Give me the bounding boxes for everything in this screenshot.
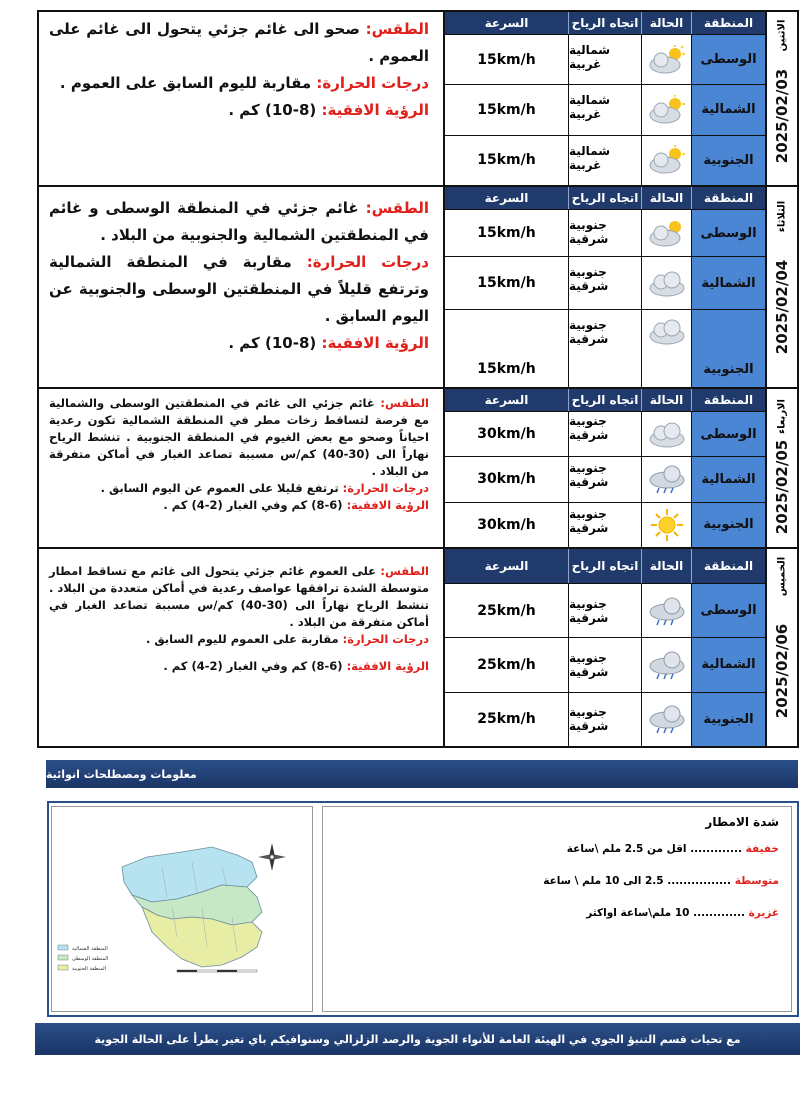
visibility-label: الرؤية الافقية: xyxy=(321,101,429,119)
medium-text: ................ 2.5 الى 10 ملم \ ساعة xyxy=(543,875,735,887)
header-state: الحالة xyxy=(641,187,691,209)
wind-speed: 25km/h xyxy=(477,602,536,619)
weather-text: غائم جزئي في المنطقة الوسطى و غائم في المنطقتين الشمالية والجنوبية من البلاد . xyxy=(49,199,429,244)
rain-icon xyxy=(641,693,691,746)
region-cell: الجنوبية xyxy=(691,693,765,746)
temp-text: مقاربة في المنطقة الشمالية وترتفع قليلاً في المنطقتين الوسطى والجنوبية عن اليوم السابق . xyxy=(49,253,429,325)
table-row xyxy=(445,411,765,456)
header-speed: السرعة xyxy=(484,559,529,573)
heavy-label: غزيرة xyxy=(748,907,779,919)
date-label: 2025/02/05 xyxy=(773,439,791,535)
temp-label: درجات الحرارة: xyxy=(306,253,429,271)
day-name: الاربعاء xyxy=(776,399,788,434)
day-name: الثلاثاء xyxy=(776,200,788,233)
date-column xyxy=(765,389,797,547)
grid-header xyxy=(445,549,765,583)
iraq-region-map xyxy=(51,806,313,1012)
wind-direction: شمالية غربية xyxy=(568,136,641,185)
cloudy-icon xyxy=(641,412,691,456)
wind-direction: شمالية غربية xyxy=(568,35,641,84)
severity-heavy xyxy=(335,907,779,919)
visibility-text: (6-8) كم وفي الغبار (2-4) كم . xyxy=(163,498,347,512)
wind-direction: جنوبية شرقية xyxy=(568,503,641,547)
wind-direction: جنوبية شرقية xyxy=(568,584,641,637)
wind-speed: 25km/h xyxy=(477,656,536,673)
rain-icon xyxy=(641,457,691,501)
legend-south: المنطقة الجنوبية xyxy=(72,966,107,972)
cloudy-icon xyxy=(641,257,691,309)
region-cell: الشمالية xyxy=(691,257,765,309)
date-column xyxy=(765,187,797,387)
header-speed: السرعة xyxy=(484,191,529,205)
wind-speed: 30km/h xyxy=(477,471,536,488)
temp-label: درجات الحرارة: xyxy=(342,481,429,495)
header-state: الحالة xyxy=(641,549,691,583)
partly-cloudy-icon xyxy=(641,85,691,134)
day-name: الاثنين xyxy=(776,19,788,52)
region-cell: الجنوبية xyxy=(691,310,765,387)
wind-direction: جنوبية شرقية xyxy=(568,693,641,746)
header-region: المنطقة xyxy=(691,389,765,411)
header-speed: السرعة xyxy=(484,393,529,407)
forecast-grid xyxy=(443,389,765,547)
day-description xyxy=(39,549,443,746)
forecast-grid xyxy=(443,12,765,185)
legend-central: المنطقة الوسطى xyxy=(72,956,109,962)
wind-direction: جنوبية شرقية xyxy=(568,310,641,387)
weather-text: على العموم غائم جزئي يتحول الى غائم مع تساقط امطار متوسطة الشدة ترافقها عواصف رعدية في أماكن متعددة من البلاد . تنشط الرياح نهاراً الى (30-40) كم/س مسببة تصاعد الغبار في أماكن متفرقة من البلاد . xyxy=(49,564,429,629)
visibility-text: (6-8) كم وفي الغبار (2-4) كم . xyxy=(163,659,347,673)
region-cell: الجنوبية xyxy=(691,503,765,547)
header-region: المنطقة xyxy=(691,12,765,34)
wind-speed: 15km/h xyxy=(477,152,536,169)
region-cell: الشمالية xyxy=(691,457,765,501)
forecast-day-1 xyxy=(37,10,799,187)
table-row xyxy=(445,309,765,387)
header-direction: اتجاه الرياح xyxy=(568,187,641,209)
forecast-grid xyxy=(443,549,765,746)
table-row xyxy=(445,637,765,691)
temp-text: مقاربة على العموم لليوم السابق . xyxy=(146,632,343,646)
table-row xyxy=(445,34,765,84)
header-region: المنطقة xyxy=(691,549,765,583)
header-region: المنطقة xyxy=(691,187,765,209)
partly-cloudy-icon xyxy=(641,35,691,84)
date-label: 2025/02/06 xyxy=(773,623,791,719)
severity-title: شدة الامطار xyxy=(705,815,779,829)
grid-header xyxy=(445,389,765,411)
compass-icon xyxy=(258,843,286,871)
visibility-text: (8-10) كم . xyxy=(228,101,322,119)
grid-header xyxy=(445,187,765,209)
table-row xyxy=(445,456,765,501)
rain-icon xyxy=(641,638,691,691)
forecast-grid xyxy=(443,187,765,387)
header-direction: اتجاه الرياح xyxy=(568,549,641,583)
cloudy-icon xyxy=(641,310,691,387)
visibility-label: الرؤية الافقية: xyxy=(346,498,429,512)
header-direction: اتجاه الرياح xyxy=(568,389,641,411)
wind-speed: 15km/h xyxy=(477,51,536,68)
heavy-text: ............. 10 ملم\ساعة اواكثر xyxy=(586,907,749,919)
wind-speed: 15km/h xyxy=(477,101,536,118)
weather-text: صحو الى غائم جزئي يتحول الى غائم على العموم . xyxy=(49,20,429,65)
region-cell: الوسطى xyxy=(691,35,765,84)
table-row xyxy=(445,502,765,547)
wind-direction: جنوبية شرقية xyxy=(568,257,641,309)
map-legend xyxy=(58,945,108,972)
day-name: الخميس xyxy=(776,556,788,597)
severity-medium xyxy=(335,875,779,887)
weather-label: الطقس: xyxy=(380,396,429,410)
forecast-day-4 xyxy=(37,549,799,748)
wind-speed: 30km/h xyxy=(477,426,536,443)
footer-banner: مع تحيات قسم التنبؤ الجوي في الهيئة العامة للأنواء الجوية والرصد الزلزالي وسنوافيكم باي تغير يطرأ على الحالة الجوية xyxy=(35,1023,800,1055)
rain-severity-panel xyxy=(322,806,792,1012)
wind-direction: جنوبية شرقية xyxy=(568,638,641,691)
wind-direction: جنوبية شرقية xyxy=(568,210,641,256)
temp-label: درجات الحرارة: xyxy=(316,74,429,92)
weather-label: الطقس: xyxy=(365,20,429,38)
day-description xyxy=(39,389,443,547)
region-cell: الوسطى xyxy=(691,584,765,637)
region-cell: الشمالية xyxy=(691,638,765,691)
weather-label: الطقس: xyxy=(380,564,429,578)
wind-speed: 15km/h xyxy=(477,361,536,377)
rain-icon xyxy=(641,584,691,637)
date-label: 2025/02/03 xyxy=(773,68,791,164)
day-description xyxy=(39,187,443,387)
header-speed: السرعة xyxy=(484,16,529,30)
header-direction: اتجاه الرياح xyxy=(568,12,641,34)
weather-label: الطقس: xyxy=(365,199,429,217)
date-column xyxy=(765,12,797,185)
wind-direction: جنوبية شرقية xyxy=(568,457,641,501)
table-row xyxy=(445,256,765,309)
info-banner: معلومات ومصطلحات انوائية xyxy=(46,760,798,788)
day-description xyxy=(39,12,443,185)
visibility-label: الرؤية الافقية: xyxy=(321,334,429,352)
date-label: 2025/02/04 xyxy=(773,259,791,355)
wind-direction: جنوبية شرقية xyxy=(568,412,641,456)
table-row xyxy=(445,583,765,637)
wind-speed: 30km/h xyxy=(477,516,536,533)
header-state: الحالة xyxy=(641,12,691,34)
region-cell: الجنوبية xyxy=(691,136,765,185)
forecast-day-2 xyxy=(37,187,799,389)
wind-speed: 15km/h xyxy=(477,225,536,241)
region-cell: الشمالية xyxy=(691,85,765,134)
visibility-text: (8-10) كم . xyxy=(228,334,322,352)
partly-cloudy-icon xyxy=(641,210,691,256)
date-column xyxy=(765,549,797,746)
wind-direction: شمالية غربية xyxy=(568,85,641,134)
partly-cloudy-icon xyxy=(641,136,691,185)
forecast-day-3 xyxy=(37,389,799,549)
table-row xyxy=(445,692,765,746)
sun-icon xyxy=(641,503,691,547)
wind-speed: 15km/h xyxy=(477,275,536,291)
temp-label: درجات الحرارة: xyxy=(342,632,429,646)
medium-label: متوسطة xyxy=(734,875,779,887)
grid-header xyxy=(445,12,765,34)
light-label: خفيفة xyxy=(745,843,779,855)
table-row xyxy=(445,209,765,256)
wind-speed: 25km/h xyxy=(477,711,536,728)
weather-text: غائم جزئي الى غائم في المنطقتين الوسطى والشمالية مع فرصة لتساقط زخات مطر في المنطقة الشمالية تكون رعدية احياناً وصحو مع بعض الغيوم في المنطقة الجنوبية . تنشط الرياح نهاراً الى (30-40) كم/س مسببة تصاعد الغبار في أماكن متفرقة من البلاد . xyxy=(49,396,429,478)
scale-bar xyxy=(177,970,257,972)
table-row xyxy=(445,84,765,134)
severity-light xyxy=(335,843,779,855)
legend-north: المنطقة الشمالية xyxy=(72,946,108,952)
temp-text: ترتفع قليلا على العموم عن اليوم السابق . xyxy=(100,481,343,495)
temp-text: مقاربة لليوم السابق على العموم . xyxy=(59,74,317,92)
table-row xyxy=(445,135,765,185)
header-state: الحالة xyxy=(641,389,691,411)
region-cell: الوسطى xyxy=(691,210,765,256)
light-text: ............. اقل من 2.5 ملم \ساعة xyxy=(566,843,746,855)
region-cell: الوسطى xyxy=(691,412,765,456)
map-graphic xyxy=(52,807,312,1011)
visibility-label: الرؤية الافقية: xyxy=(346,659,429,673)
